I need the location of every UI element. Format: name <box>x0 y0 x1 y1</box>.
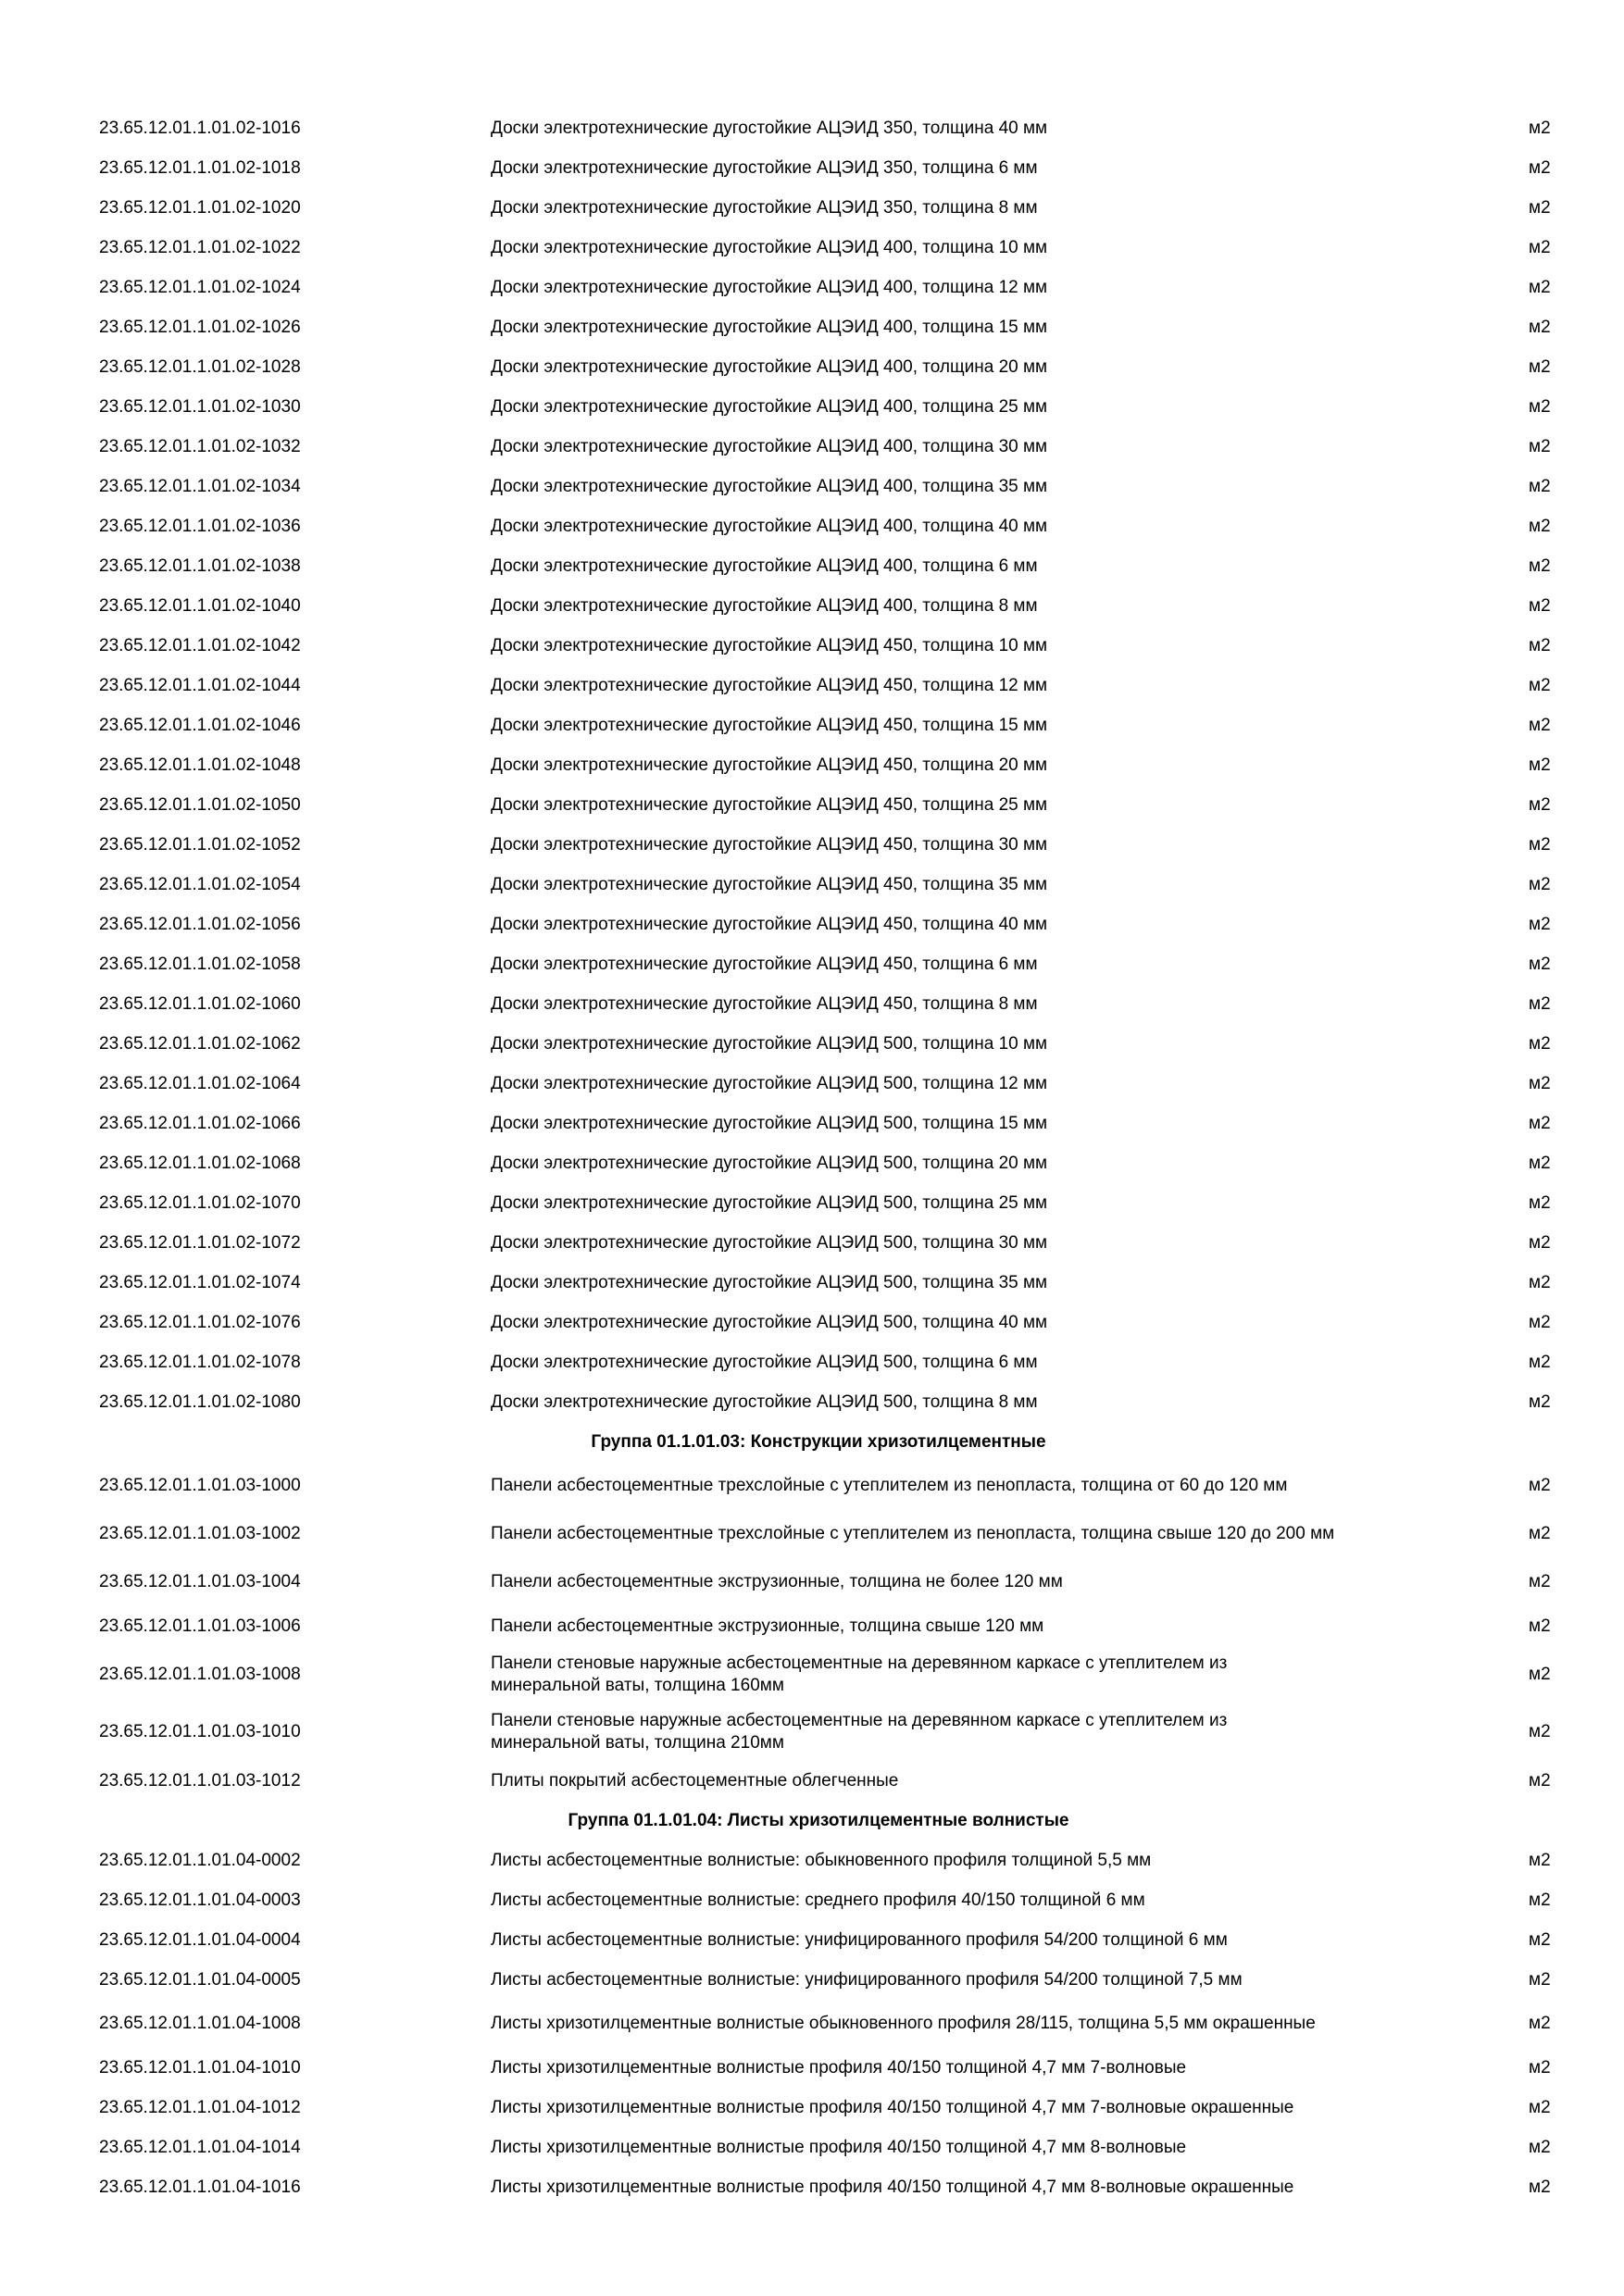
row-name: Панели асбестоцементные экструзионные, толщина свыше 120 мм <box>491 1616 1044 1636</box>
row-name: Доски электротехнические дугостойкие АЦЭИД 450, толщина 10 мм <box>491 635 1048 655</box>
row-code: 23.65.12.01.1.01.02-1074 <box>99 1272 301 1292</box>
table-row <box>0 626 1624 666</box>
table-row <box>0 1303 1624 1342</box>
row-name: Доски электротехнические дугостойкие АЦЭИД 450, толщина 35 мм <box>491 874 1048 894</box>
row-code: 23.65.12.01.1.01.02-1046 <box>99 715 301 735</box>
table-row <box>0 2088 1624 2128</box>
row-name: Доски электротехнические дугостойкие АЦЭИД 500, толщина 8 мм <box>491 1391 1038 1412</box>
table-row <box>0 387 1624 427</box>
row-unit: м2 <box>1529 1272 1551 1292</box>
row-name: Доски электротехнические дугостойкие АЦЭИД 500, толщина 20 мм <box>491 1153 1048 1173</box>
row-unit: м2 <box>1529 197 1551 218</box>
row-code: 23.65.12.01.1.01.02-1064 <box>99 1073 301 1093</box>
table-row <box>0 745 1624 785</box>
row-name: Доски электротехнические дугостойкие АЦЭИД 400, толщина 25 мм <box>491 396 1048 417</box>
row-code: 23.65.12.01.1.01.02-1020 <box>99 197 301 218</box>
table-row <box>0 2048 1624 2088</box>
row-unit: м2 <box>1529 874 1551 894</box>
row-unit: м2 <box>1529 157 1551 178</box>
row-unit: м2 <box>1529 1524 1551 1543</box>
row-name: Доски электротехнические дугостойкие АЦЭИД 400, толщина 8 мм <box>491 595 1038 616</box>
table-row <box>0 2128 1624 2167</box>
row-code: 23.65.12.01.1.01.02-1076 <box>99 1312 301 1332</box>
table-row <box>0 1462 1624 1510</box>
row-code: 23.65.12.01.1.01.02-1024 <box>99 277 301 297</box>
row-unit: м2 <box>1529 834 1551 855</box>
row-unit: м2 <box>1529 993 1551 1014</box>
table-row <box>0 1761 1624 1801</box>
table-row <box>0 1183 1624 1223</box>
row-code: 23.65.12.01.1.01.02-1038 <box>99 555 301 576</box>
row-name: Доски электротехнические дугостойкие АЦЭИД 450, толщина 6 мм <box>491 954 1038 974</box>
row-unit: м2 <box>1529 1153 1551 1173</box>
table-row <box>0 1510 1624 1558</box>
row-code: 23.65.12.01.1.01.03-1008 <box>99 1665 301 1684</box>
row-code: 23.65.12.01.1.01.02-1028 <box>99 356 301 377</box>
row-code: 23.65.12.01.1.01.02-1060 <box>99 993 301 1014</box>
row-code: 23.65.12.01.1.01.02-1042 <box>99 635 301 655</box>
table-row <box>0 307 1624 347</box>
row-name: Доски электротехнические дугостойкие АЦЭИД 450, толщина 40 мм <box>491 914 1048 934</box>
row-code: 23.65.12.01.1.01.04-1010 <box>99 2057 301 2078</box>
row-name: Доски электротехнические дугостойкие АЦЭИД 450, толщина 12 мм <box>491 675 1048 695</box>
row-code: 23.65.12.01.1.01.02-1080 <box>99 1391 301 1412</box>
table-row <box>0 705 1624 745</box>
group-heading: Группа 01.1.01.03: Конструкции хризотилцементные <box>591 1431 1046 1452</box>
row-name-line: минеральной ваты, толщина 160мм <box>491 1676 784 1695</box>
row-name: Доски электротехнические дугостойкие АЦЭИД 500, толщина 40 мм <box>491 1312 1048 1332</box>
row-code: 23.65.12.01.1.01.02-1070 <box>99 1192 301 1213</box>
row-unit: м2 <box>1529 914 1551 934</box>
table-row <box>0 1606 1624 1646</box>
row-code: 23.65.12.01.1.01.04-1008 <box>99 2014 301 2033</box>
row-name: Доски электротехнические дугостойкие АЦЭИД 500, толщина 35 мм <box>491 1272 1048 1292</box>
row-unit: м2 <box>1529 1192 1551 1213</box>
row-name: Доски электротехнические дугостойкие АЦЭИД 500, толщина 30 мм <box>491 1232 1048 1253</box>
row-code: 23.65.12.01.1.01.02-1052 <box>99 834 301 855</box>
row-unit: м2 <box>1529 1232 1551 1253</box>
row-code: 23.65.12.01.1.01.04-0002 <box>99 1850 301 1870</box>
row-code: 23.65.12.01.1.01.04-1014 <box>99 2137 301 2157</box>
row-unit: м2 <box>1529 277 1551 297</box>
row-code: 23.65.12.01.1.01.02-1072 <box>99 1232 301 1253</box>
row-name: Листы асбестоцементные волнистые: унифицированного профиля 54/200 толщиной 6 мм <box>491 1929 1228 1950</box>
row-code: 23.65.12.01.1.01.04-1012 <box>99 2097 301 2117</box>
row-name: Листы асбестоцементные волнистые: унифицированного профиля 54/200 толщиной 7,5 мм <box>491 1969 1243 1990</box>
row-name: Доски электротехнические дугостойкие АЦЭИД 500, толщина 10 мм <box>491 1033 1048 1054</box>
row-name-line: Панели стеновые наружные асбестоцементные на деревянном каркасе с утеплителем из <box>491 1653 1228 1673</box>
row-code: 23.65.12.01.1.01.02-1026 <box>99 317 301 337</box>
row-unit: м2 <box>1529 1890 1551 1910</box>
row-unit: м2 <box>1529 1352 1551 1372</box>
row-unit: м2 <box>1529 1722 1551 1741</box>
group-heading: Группа 01.1.01.04: Листы хризотилцементные волнистые <box>568 1810 1069 1830</box>
table-row <box>0 268 1624 307</box>
row-name: Доски электротехнические дугостойкие АЦЭИД 500, толщина 6 мм <box>491 1352 1038 1372</box>
row-code: 23.65.12.01.1.01.02-1058 <box>99 954 301 974</box>
row-unit: м2 <box>1529 1770 1551 1791</box>
row-unit: м2 <box>1529 1073 1551 1093</box>
row-code: 23.65.12.01.1.01.03-1000 <box>99 1476 301 1495</box>
row-unit: м2 <box>1529 2014 1551 2033</box>
table-row <box>0 1263 1624 1303</box>
row-unit: м2 <box>1529 118 1551 138</box>
row-code: 23.65.12.01.1.01.02-1050 <box>99 794 301 815</box>
row-code: 23.65.12.01.1.01.04-0005 <box>99 1969 301 1990</box>
table-row <box>0 467 1624 506</box>
row-name: Доски электротехнические дугостойкие АЦЭИД 350, толщина 40 мм <box>491 118 1048 138</box>
row-unit: м2 <box>1529 1113 1551 1133</box>
row-name: Доски электротехнические дугостойкие АЦЭИД 400, толщина 6 мм <box>491 555 1038 576</box>
row-name-line: минеральной ваты, толщина 210мм <box>491 1733 784 1753</box>
row-name: Доски электротехнические дугостойкие АЦЭИД 400, толщина 20 мм <box>491 356 1048 377</box>
row-name: Доски электротехнические дугостойкие АЦЭИД 400, толщина 10 мм <box>491 237 1048 257</box>
row-code: 23.65.12.01.1.01.04-1016 <box>99 2177 301 2197</box>
row-unit: м2 <box>1529 755 1551 775</box>
row-name: Доски электротехнические дугостойкие АЦЭИД 450, толщина 25 мм <box>491 794 1048 815</box>
row-unit: м2 <box>1529 1850 1551 1870</box>
row-code: 23.65.12.01.1.01.02-1044 <box>99 675 301 695</box>
table-row <box>0 1342 1624 1382</box>
row-code: 23.65.12.01.1.01.02-1022 <box>99 237 301 257</box>
table-row <box>0 666 1624 705</box>
row-unit: м2 <box>1529 794 1551 815</box>
table-row <box>0 1646 1624 1703</box>
row-code: 23.65.12.01.1.01.02-1030 <box>99 396 301 417</box>
table-row <box>0 506 1624 546</box>
row-code: 23.65.12.01.1.01.02-1066 <box>99 1113 301 1133</box>
table-row <box>0 1703 1624 1761</box>
row-unit: м2 <box>1529 317 1551 337</box>
row-name: Доски электротехнические дугостойкие АЦЭИД 450, толщина 15 мм <box>491 715 1048 735</box>
table-row <box>0 148 1624 188</box>
row-code: 23.65.12.01.1.01.02-1036 <box>99 516 301 536</box>
row-name: Листы асбестоцементные волнистые: среднего профиля 40/150 толщиной 6 мм <box>491 1890 1145 1910</box>
row-unit: м2 <box>1529 954 1551 974</box>
row-name-line: Панели стеновые наружные асбестоцементные на деревянном каркасе с утеплителем из <box>491 1711 1228 1730</box>
row-name: Доски электротехнические дугостойкие АЦЭИД 400, толщина 30 мм <box>491 436 1048 456</box>
table-row <box>0 1064 1624 1104</box>
table-row <box>0 2000 1624 2048</box>
row-name: Доски электротехнические дугостойкие АЦЭИД 400, толщина 40 мм <box>491 516 1048 536</box>
row-unit: м2 <box>1529 1572 1551 1591</box>
row-code: 23.65.12.01.1.01.02-1068 <box>99 1153 301 1173</box>
row-unit: м2 <box>1529 555 1551 576</box>
row-unit: м2 <box>1529 715 1551 735</box>
row-unit: м2 <box>1529 595 1551 616</box>
row-code: 23.65.12.01.1.01.02-1048 <box>99 755 301 775</box>
row-code: 23.65.12.01.1.01.03-1006 <box>99 1616 301 1636</box>
table-row <box>0 1558 1624 1606</box>
row-unit: м2 <box>1529 356 1551 377</box>
table-row <box>0 546 1624 586</box>
table-row <box>0 1223 1624 1263</box>
row-name: Доски электротехнические дугостойкие АЦЭИД 500, толщина 25 мм <box>491 1192 1048 1213</box>
table-row <box>0 1841 1624 1880</box>
row-code: 23.65.12.01.1.01.02-1062 <box>99 1033 301 1054</box>
row-name: Панели асбестоцементные трехслойные с утеплителем из пенопласта, толщина свыше 120 до 200 мм <box>491 1524 1335 1543</box>
table-row <box>0 1024 1624 1064</box>
table-row <box>0 427 1624 467</box>
row-unit: м2 <box>1529 396 1551 417</box>
row-name <box>491 1703 1491 1761</box>
row-code: 23.65.12.01.1.01.03-1002 <box>99 1524 301 1543</box>
row-unit: м2 <box>1529 1616 1551 1636</box>
row-name: Доски электротехнические дугостойкие АЦЭИД 350, толщина 8 мм <box>491 197 1038 218</box>
table-row <box>0 1880 1624 1920</box>
row-name: Листы асбестоцементные волнистые: обыкновенного профиля толщиной 5,5 мм <box>491 1850 1152 1870</box>
row-code: 23.65.12.01.1.01.02-1032 <box>99 436 301 456</box>
row-unit: м2 <box>1529 2177 1551 2197</box>
row-unit: м2 <box>1529 1476 1551 1495</box>
table-row <box>0 865 1624 905</box>
row-name: Доски электротехнические дугостойкие АЦЭИД 400, толщина 12 мм <box>491 277 1048 297</box>
row-unit: м2 <box>1529 2137 1551 2157</box>
row-code: 23.65.12.01.1.01.02-1018 <box>99 157 301 178</box>
table-row <box>0 785 1624 825</box>
row-unit: м2 <box>1529 675 1551 695</box>
row-unit: м2 <box>1529 1033 1551 1054</box>
row-name: Доски электротехнические дугостойкие АЦЭИД 500, толщина 12 мм <box>491 1073 1048 1093</box>
table-row <box>0 188 1624 228</box>
row-code: 23.65.12.01.1.01.03-1004 <box>99 1572 301 1591</box>
row-name: Панели асбестоцементные экструзионные, толщина не более 120 мм <box>491 1572 1063 1591</box>
row-unit: м2 <box>1529 516 1551 536</box>
table-row <box>0 1382 1624 1422</box>
row-name: Доски электротехнические дугостойкие АЦЭИД 350, толщина 6 мм <box>491 157 1038 178</box>
row-name: Доски электротехнические дугостойкие АЦЭИД 450, толщина 8 мм <box>491 993 1038 1014</box>
row-unit: м2 <box>1529 635 1551 655</box>
row-unit: м2 <box>1529 436 1551 456</box>
table-row <box>0 2167 1624 2207</box>
row-code: 23.65.12.01.1.01.02-1054 <box>99 874 301 894</box>
row-name: Доски электротехнические дугостойкие АЦЭИД 400, толщина 15 мм <box>491 317 1048 337</box>
row-code: 23.65.12.01.1.01.02-1016 <box>99 118 301 138</box>
row-unit: м2 <box>1529 2057 1551 2078</box>
row-code: 23.65.12.01.1.01.02-1056 <box>99 914 301 934</box>
price-table <box>0 108 1624 2207</box>
row-unit: м2 <box>1529 1391 1551 1412</box>
row-name: Листы хризотилцементные волнистые обыкновенного профиля 28/115, толщина 5,5 мм окрашенные <box>491 2014 1316 2033</box>
row-code: 23.65.12.01.1.01.02-1040 <box>99 595 301 616</box>
table-row <box>0 1960 1624 2000</box>
row-code: 23.65.12.01.1.01.04-0003 <box>99 1890 301 1910</box>
row-code: 23.65.12.01.1.01.03-1012 <box>99 1770 301 1791</box>
row-unit: м2 <box>1529 2097 1551 2117</box>
row-name: Доски электротехнические дугостойкие АЦЭИД 500, толщина 15 мм <box>491 1113 1048 1133</box>
row-name: Листы хризотилцементные волнистые профиля 40/150 толщиной 4,7 мм 7-волновые <box>491 2057 1187 2078</box>
row-name: Доски электротехнические дугостойкие АЦЭИД 450, толщина 20 мм <box>491 755 1048 775</box>
table-row <box>0 1920 1624 1960</box>
row-name: Листы хризотилцементные волнистые профиля 40/150 толщиной 4,7 мм 8-волновые <box>491 2137 1187 2157</box>
table-row <box>0 347 1624 387</box>
table-row <box>0 825 1624 865</box>
table-row <box>0 108 1624 148</box>
row-unit: м2 <box>1529 1969 1551 1990</box>
row-code: 23.65.12.01.1.01.03-1010 <box>99 1722 301 1741</box>
table-row <box>0 984 1624 1024</box>
row-name: Плиты покрытий асбестоцементные облегченные <box>491 1770 899 1791</box>
row-unit: м2 <box>1529 476 1551 496</box>
table-row <box>0 905 1624 944</box>
row-unit: м2 <box>1529 1665 1551 1684</box>
row-name: Панели асбестоцементные трехслойные с утеплителем из пенопласта, толщина от 60 до 120 мм <box>491 1476 1288 1495</box>
row-code: 23.65.12.01.1.01.04-0004 <box>99 1929 301 1950</box>
row-unit: м2 <box>1529 237 1551 257</box>
row-unit: м2 <box>1529 1312 1551 1332</box>
row-name <box>491 1646 1491 1703</box>
row-code: 23.65.12.01.1.01.02-1034 <box>99 476 301 496</box>
row-unit: м2 <box>1529 1929 1551 1950</box>
table-row <box>0 1104 1624 1143</box>
row-name: Доски электротехнические дугостойкие АЦЭИД 450, толщина 30 мм <box>491 834 1048 855</box>
table-row <box>0 944 1624 984</box>
row-name: Доски электротехнические дугостойкие АЦЭИД 400, толщина 35 мм <box>491 476 1048 496</box>
row-code: 23.65.12.01.1.01.02-1078 <box>99 1352 301 1372</box>
table-row <box>0 586 1624 626</box>
table-row <box>0 228 1624 268</box>
table-row <box>0 1143 1624 1183</box>
row-name: Листы хризотилцементные волнистые профиля 40/150 толщиной 4,7 мм 7-волновые окрашенные <box>491 2097 1294 2117</box>
row-name: Листы хризотилцементные волнистые профиля 40/150 толщиной 4,7 мм 8-волновые окрашенные <box>491 2177 1294 2197</box>
